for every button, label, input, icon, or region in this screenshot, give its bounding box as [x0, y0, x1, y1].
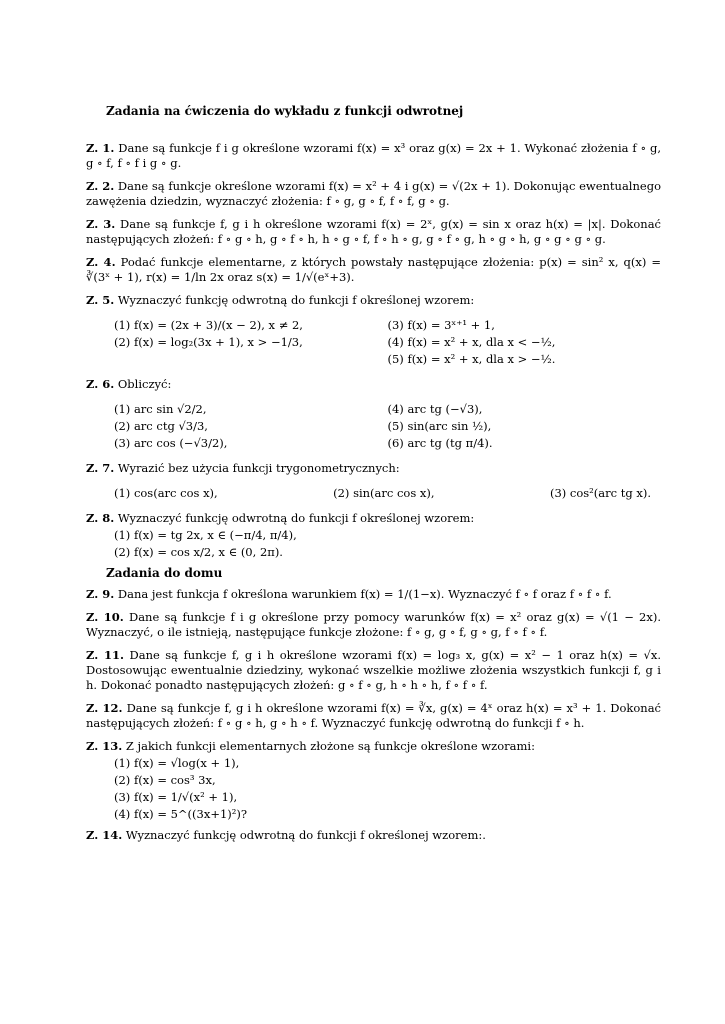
- task-z4: [86, 255, 661, 285]
- task-text: Wyrazić bez użycia funkcji trygonometrycznych:: [117, 461, 400, 475]
- z6-right-column: [388, 400, 662, 453]
- task-label: Z. 5.: [86, 293, 115, 307]
- z6-left-column: [114, 400, 388, 453]
- task-text: Dane są funkcje określone wzorami f(x) = x² + 4 i g(x) = √(2x + 1). Dokonując ewentualnego zawężenia dziedzin, wyznaczyć złożenia: f ∘ g, g ∘ f, f ∘ f, g ∘ g.: [86, 179, 661, 208]
- list-item: (6) arc tg (tg π/4).: [387, 436, 493, 450]
- task-label: Z. 8.: [86, 511, 115, 525]
- task-label: Z. 4.: [86, 255, 116, 269]
- task-text: Dane są funkcje f, g i h określone wzorami f(x) = ∛x, g(x) = 4ˣ oraz h(x) = x³ + 1. Dokonać następujących złożeń: f ∘ g ∘ h, g ∘ h ∘ f. Wyznaczyć funkcję odwrotną do funkcji f ∘ h.: [86, 701, 661, 730]
- list-item: (2) f(x) = cos x/2, x ∈ (0, 2π).: [114, 545, 283, 559]
- document-page: [86, 104, 661, 851]
- z13-items: [114, 756, 661, 822]
- task-text: Dane są funkcje f, g i h określone wzorami f(x) = 2ˣ, g(x) = sin x oraz h(x) = |x|. Dokonać następujących złożeń: f ∘ g ∘ h, g ∘ f ∘ h, h ∘ g ∘ f, f ∘ h ∘ g, g ∘ f ∘ g, h ∘ g ∘ h, g ∘ g ∘ g ∘ g.: [86, 217, 661, 246]
- task-z9: [86, 587, 661, 602]
- list-item: (4) arc tg (−√3),: [387, 402, 483, 416]
- task-text: Wyznaczyć funkcję odwrotną do funkcji f określonej wzorem:: [117, 293, 475, 307]
- page-title: Zadania na ćwiczenia do wykładu z funkcji odwrotnej: [106, 104, 464, 118]
- task-z3: [86, 217, 661, 247]
- list-item: (4) f(x) = x² + x, dla x < −½,: [387, 335, 556, 349]
- task-label: Z. 9.: [86, 587, 115, 601]
- z5-left-column: [114, 316, 388, 369]
- list-item: (4) f(x) = 5^((3x+1)²)?: [114, 807, 248, 821]
- task-text: Dane są funkcje f, g i h określone wzorami f(x) = log₃ x, g(x) = x² − 1 oraz h(x) = √x. Dostosowując ewentualnie dziedziny, wykonać wszelkie możliwe złożenia wszystkich funkcji f, g i h. Dokonać ponadto następujących złożeń: g ∘ f ∘ g, h ∘ h ∘ h, f ∘ f ∘ f.: [86, 648, 661, 692]
- list-item: (1) f(x) = √log(x + 1),: [114, 756, 240, 770]
- task-text: Wyznaczyć funkcję odwrotną do funkcji f określonej wzorem:: [117, 511, 475, 525]
- z5-items: [114, 316, 661, 369]
- task-label: Z. 13.: [86, 739, 123, 753]
- z5-right-column: [388, 316, 662, 369]
- list-item: (5) f(x) = x² + x, dla x > −½.: [387, 352, 556, 366]
- list-item: (2) f(x) = cos³ 3x,: [114, 773, 216, 787]
- task-label: Z. 2.: [86, 179, 115, 193]
- task-z14: [86, 828, 661, 843]
- list-item: (5) sin(arc sin ½),: [387, 419, 492, 433]
- task-label: Z. 10.: [86, 610, 124, 624]
- task-z11: [86, 648, 661, 693]
- task-z1: [86, 141, 661, 171]
- task-z8: [86, 511, 661, 526]
- task-z6: [86, 377, 661, 392]
- task-text: Z jakich funkcji elementarnych złożone są funkcje określone wzorami:: [125, 739, 535, 753]
- task-z10: [86, 610, 661, 640]
- home-title: Zadania do domu: [106, 566, 223, 580]
- task-z2: [86, 179, 661, 209]
- z8-items: [114, 528, 661, 560]
- task-label: Z. 12.: [86, 701, 123, 715]
- task-label: Z. 7.: [86, 461, 115, 475]
- task-label: Z. 1.: [86, 141, 115, 155]
- task-text: Wyznaczyć funkcję odwrotną do funkcji f określonej wzorem:.: [125, 828, 486, 842]
- task-text: Obliczyć:: [117, 377, 172, 391]
- z7-items: [114, 486, 651, 501]
- z6-items: [114, 400, 661, 453]
- task-label: Z. 3.: [86, 217, 116, 231]
- task-text: Dane są funkcje f i g określone wzorami f(x) = x³ oraz g(x) = 2x + 1. Wykonać złożenia f ∘ g, g ∘ f, f ∘ f i g ∘ g.: [86, 141, 662, 170]
- list-item: (2) f(x) = log₂(3x + 1), x > −1/3,: [114, 335, 303, 349]
- task-z7: [86, 461, 661, 476]
- list-item: (1) arc sin √2/2,: [114, 402, 207, 416]
- task-text: Podać funkcje elementarne, z których powstały następujące złożenia: p(x) = sin² x, q(x) = ∛(3ˣ + 1), r(x) = 1/ln 2x oraz s(x) = 1/√(eˣ+3).: [86, 255, 661, 284]
- task-z5: [86, 293, 661, 308]
- task-text: Dane są funkcje f i g określone przy pomocy warunków f(x) = x² oraz g(x) = √(1 − 2x). Wyznaczyć, o ile istnieją, następujące funkcje złożone: f ∘ g, g ∘ f, g ∘ g, f ∘ f ∘ f.: [86, 610, 661, 639]
- task-label: Z. 14.: [86, 828, 123, 842]
- list-item: (3) cos²(arc tg x).: [549, 486, 651, 500]
- list-item: (3) f(x) = 3ˣ⁺¹ + 1,: [387, 318, 495, 332]
- list-item: (2) sin(arc cos x),: [333, 486, 435, 500]
- task-z13: [86, 739, 661, 754]
- task-z12: [86, 701, 661, 731]
- list-item: (1) f(x) = tg 2x, x ∈ (−π/4, π/4),: [114, 528, 297, 542]
- task-label: Z. 6.: [86, 377, 115, 391]
- task-text: Dana jest funkcja f określona warunkiem f(x) = 1/(1−x). Wyznaczyć f ∘ f oraz f ∘ f ∘ f.: [117, 587, 612, 601]
- task-label: Z. 11.: [86, 648, 125, 662]
- list-item: (3) arc cos (−√3/2),: [114, 436, 228, 450]
- list-item: (2) arc ctg √3/3,: [114, 419, 208, 433]
- list-item: (1) cos(arc cos x),: [114, 486, 218, 500]
- list-item: (1) f(x) = (2x + 3)/(x − 2), x ≠ 2,: [114, 318, 303, 332]
- list-item: (3) f(x) = 1/√(x² + 1),: [114, 790, 238, 804]
